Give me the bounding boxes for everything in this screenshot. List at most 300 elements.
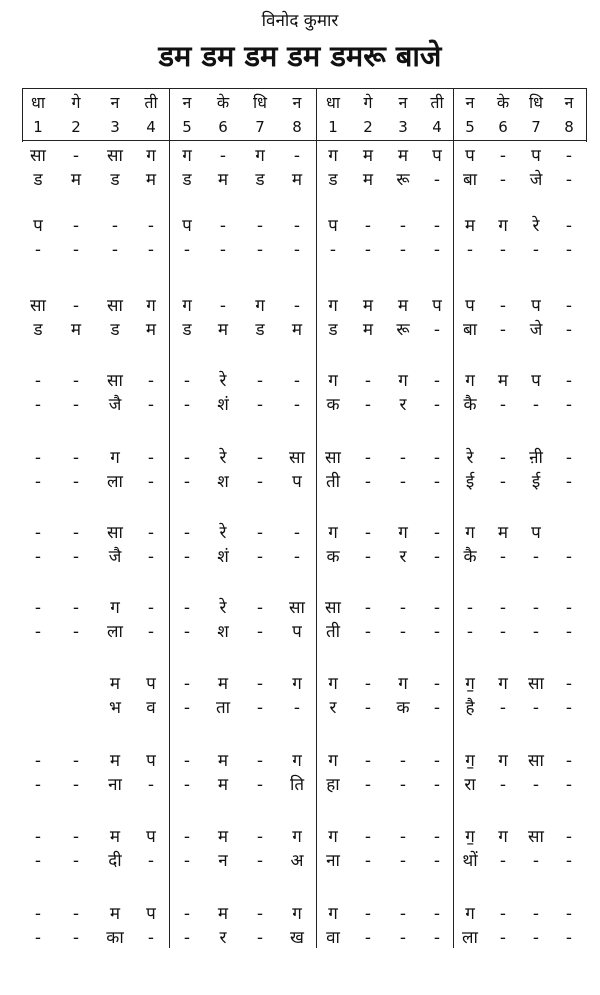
lyric-syllable: म (217, 775, 229, 795)
swar-note: सा (107, 371, 123, 391)
lyric-syllable: ड (33, 320, 43, 340)
lyric-syllable: - (565, 622, 573, 642)
lyric-syllable: ड (33, 170, 43, 190)
swar-note: प (146, 904, 156, 924)
lyric-syllable: ड (110, 320, 120, 340)
header-beat-number: 1 (328, 118, 338, 136)
header-bol: के (496, 93, 510, 112)
swar-note: - (183, 751, 191, 771)
lyric-syllable: म (362, 170, 374, 190)
header-bol: गे (363, 93, 373, 112)
lyric-syllable: ई (465, 472, 475, 492)
swar-note: म (464, 216, 476, 236)
lyric-syllable: - (293, 240, 301, 260)
swar-note: ग (328, 146, 338, 166)
lyric-syllable: - (532, 928, 540, 948)
lyric-syllable: - (433, 170, 441, 190)
swar-note: - (499, 448, 507, 468)
header-beat-number: 4 (146, 118, 156, 136)
swar-note: - (399, 216, 407, 236)
lyric-syllable: - (72, 240, 80, 260)
swar-note: - (499, 146, 507, 166)
swar-note: सा (107, 146, 123, 166)
swar-note: - (364, 598, 372, 618)
lyric-syllable: - (532, 547, 540, 567)
swar-note: ग (398, 371, 408, 391)
swar-note: - (499, 904, 507, 924)
lyric-syllable: - (293, 395, 301, 415)
swar-note: रे (219, 371, 227, 391)
lyric-syllable: ड (110, 170, 120, 190)
swar-note: - (256, 674, 264, 694)
swar-note: रे (532, 216, 540, 236)
swar-note: म (217, 827, 229, 847)
swar-note: - (532, 598, 540, 618)
lyric-syllable: - (256, 775, 264, 795)
swar-note: म (109, 751, 121, 771)
lyric-syllable: रू (396, 170, 410, 190)
header-bol: ती (430, 93, 444, 112)
header-bol: धा (31, 93, 45, 112)
lyric-syllable: जै (108, 395, 122, 415)
swar-note: प (531, 146, 541, 166)
lyric-syllable: - (111, 240, 119, 260)
swar-note: म (497, 523, 509, 543)
swar-note: - (293, 371, 301, 391)
swar-note: ग (328, 827, 338, 847)
lyric-syllable: बा (462, 170, 478, 190)
lyric-syllable: व (146, 698, 156, 718)
header-bol: न (564, 93, 574, 112)
swar-note: ग (110, 448, 120, 468)
lyric-syllable: म (291, 320, 303, 340)
lyric-syllable: - (256, 395, 264, 415)
swar-note: - (34, 751, 42, 771)
swar-note: - (399, 827, 407, 847)
lyric-syllable: - (433, 698, 441, 718)
lyric-syllable: - (499, 472, 507, 492)
swar-note: - (34, 904, 42, 924)
lyric-syllable: - (72, 547, 80, 567)
song-title: डम डम डम डम डमरू बाजे (158, 39, 442, 73)
lyric-syllable: - (364, 472, 372, 492)
header-beat-number: 2 (363, 118, 373, 136)
swar-note: - (256, 523, 264, 543)
header-beat-number: 5 (465, 118, 475, 136)
lyric-syllable: - (399, 622, 407, 642)
swar-note: - (183, 523, 191, 543)
lyric-syllable: - (147, 851, 155, 871)
swar-note: - (293, 296, 301, 316)
lyric-syllable: - (364, 928, 372, 948)
lyric-syllable: ड (255, 170, 265, 190)
header-beat-number: 6 (498, 118, 508, 136)
swar-note: सा (107, 296, 123, 316)
lyric-syllable: म (291, 170, 303, 190)
lyric-syllable: म (217, 170, 229, 190)
lyric-syllable: - (72, 775, 80, 795)
swar-note: - (364, 523, 372, 543)
lyric-syllable: - (72, 928, 80, 948)
lyric-syllable: श (217, 622, 229, 642)
lyric-syllable: - (433, 928, 441, 948)
swar-note: ग (182, 146, 192, 166)
swar-note: - (399, 904, 407, 924)
lyric-syllable: ड (328, 320, 338, 340)
header-beat-number: 3 (110, 118, 120, 136)
swar-note: - (499, 598, 507, 618)
swar-note: - (147, 216, 155, 236)
author-name: विनोद कुमार (261, 11, 339, 31)
swar-note: - (433, 827, 441, 847)
lyric-syllable: - (256, 240, 264, 260)
lyric-syllable: - (34, 395, 42, 415)
lyric-syllable: शं (217, 395, 229, 415)
swar-note: - (364, 371, 372, 391)
lyric-syllable: - (499, 775, 507, 795)
swar-note: - (565, 448, 573, 468)
lyric-syllable: - (433, 320, 441, 340)
lyric-syllable: - (532, 395, 540, 415)
swar-note: - (183, 827, 191, 847)
lyric-syllable: - (532, 698, 540, 718)
swar-note: सा (528, 674, 544, 694)
lyric-syllable: - (499, 928, 507, 948)
lyric-syllable: - (147, 547, 155, 567)
swar-note: ग (328, 904, 338, 924)
lyric-syllable: - (565, 775, 573, 795)
lyric-syllable: - (364, 547, 372, 567)
header-bol: न (465, 93, 475, 112)
swar-note: - (72, 371, 80, 391)
swar-note: प (146, 751, 156, 771)
header-bol: न (182, 93, 192, 112)
swar-note: - (532, 904, 540, 924)
lyric-syllable: - (565, 395, 573, 415)
swar-note: - (364, 216, 372, 236)
lyric-syllable: - (256, 851, 264, 871)
swar-note: - (293, 216, 301, 236)
swar-note: रे (466, 448, 474, 468)
lyric-syllable: कै (463, 547, 477, 567)
swar-note: ग (465, 523, 475, 543)
swar-note: प (146, 827, 156, 847)
lyric-syllable: - (329, 240, 337, 260)
lyric-syllable: म (217, 320, 229, 340)
swar-note: म (217, 751, 229, 771)
lyric-syllable: - (72, 395, 80, 415)
header-bol: न (292, 93, 302, 112)
lyric-syllable: - (433, 851, 441, 871)
swar-note: - (256, 216, 264, 236)
swar-note: - (219, 296, 227, 316)
lyric-syllable: - (72, 472, 80, 492)
lyric-syllable: रू (396, 320, 410, 340)
swar-note: सा (325, 448, 341, 468)
header-beat-number: 8 (292, 118, 302, 136)
lyric-syllable: ना (326, 851, 340, 871)
header-beat-number: 7 (255, 118, 265, 136)
swar-note: - (565, 751, 573, 771)
lyric-syllable: र (329, 698, 337, 718)
lyric-syllable: श (217, 472, 229, 492)
lyric-syllable: - (364, 240, 372, 260)
lyric-syllable: - (433, 240, 441, 260)
swar-note: - (183, 674, 191, 694)
swar-note: - (364, 674, 372, 694)
lyric-syllable: - (72, 851, 80, 871)
lyric-syllable: - (433, 775, 441, 795)
swar-note: सा (289, 598, 305, 618)
swar-note: - (72, 598, 80, 618)
swar-note: म (109, 674, 121, 694)
lyric-syllable: - (433, 472, 441, 492)
swar-note: - (72, 146, 80, 166)
swar-note: ग॒ (465, 751, 475, 771)
swar-note: ग (328, 371, 338, 391)
swar-note: - (433, 904, 441, 924)
lyric-syllable: - (565, 928, 573, 948)
lyric-syllable: - (499, 622, 507, 642)
lyric-syllable: - (499, 240, 507, 260)
lyric-syllable: - (34, 928, 42, 948)
swar-note: ग (328, 523, 338, 543)
header-bol: ती (144, 93, 158, 112)
header-beat-number: 1 (33, 118, 43, 136)
header-beat-number: 8 (564, 118, 574, 136)
swar-note: म (217, 904, 229, 924)
swar-note: सा (30, 296, 46, 316)
swar-note: ग (498, 674, 508, 694)
swar-note: म (217, 674, 229, 694)
swar-note: - (72, 523, 80, 543)
swar-note: ग (465, 371, 475, 391)
swar-note: सा (528, 751, 544, 771)
header-beat-number: 4 (432, 118, 442, 136)
swar-note: ग (146, 296, 156, 316)
swar-note: - (147, 371, 155, 391)
swar-note: ग (146, 146, 156, 166)
swar-note: - (34, 448, 42, 468)
lyric-syllable: - (565, 851, 573, 871)
swar-note: रे (219, 598, 227, 618)
header-bol: गे (71, 93, 81, 112)
swar-note: प (432, 296, 442, 316)
swar-note: म (397, 296, 409, 316)
header-bol: न (110, 93, 120, 112)
lyric-syllable: - (499, 851, 507, 871)
lyric-syllable: - (293, 698, 301, 718)
swar-note: - (256, 598, 264, 618)
lyric-syllable: ता (215, 698, 231, 718)
lyric-syllable: - (34, 472, 42, 492)
lyric-syllable: - (147, 240, 155, 260)
lyric-syllable: प (292, 622, 302, 642)
header-beat-number: 6 (218, 118, 228, 136)
lyric-syllable: - (364, 395, 372, 415)
lyric-syllable: - (399, 928, 407, 948)
header-bol: न (398, 93, 408, 112)
lyric-syllable: शं (217, 547, 229, 567)
lyric-syllable: - (433, 622, 441, 642)
swar-note: रे (219, 448, 227, 468)
lyric-syllable: - (466, 622, 474, 642)
swar-note: - (433, 216, 441, 236)
swar-note: म (497, 371, 509, 391)
lyric-syllable: - (147, 928, 155, 948)
lyric-syllable: कै (463, 395, 477, 415)
lyric-syllable: ई (531, 472, 541, 492)
swar-note: - (565, 371, 573, 391)
lyric-syllable: न (218, 851, 228, 871)
swar-note: - (293, 523, 301, 543)
lyric-syllable: वा (326, 928, 340, 948)
lyric-syllable: ड (182, 320, 192, 340)
swar-note: सा (107, 523, 123, 543)
lyric-syllable: - (565, 472, 573, 492)
lyric-syllable: क (326, 547, 340, 567)
lyric-syllable: - (147, 775, 155, 795)
header-bol: धि (529, 93, 543, 112)
swar-note: - (565, 146, 573, 166)
lyric-syllable: क (326, 395, 340, 415)
lyric-syllable: - (499, 698, 507, 718)
swar-note: ग॒ (465, 827, 475, 847)
swar-note: - (364, 827, 372, 847)
lyric-syllable: प (292, 472, 302, 492)
swar-note: प (33, 216, 43, 236)
lyric-syllable: - (399, 775, 407, 795)
swar-note: ग (498, 751, 508, 771)
lyric-syllable: ती (325, 622, 341, 642)
swar-note: ग (398, 523, 408, 543)
lyric-syllable: - (565, 698, 573, 718)
swar-note: - (433, 371, 441, 391)
swar-note: - (433, 751, 441, 771)
lyric-syllable: ड (255, 320, 265, 340)
lyric-syllable: अ (290, 851, 304, 871)
swar-note: - (183, 371, 191, 391)
swar-note: - (364, 751, 372, 771)
lyric-syllable: - (532, 851, 540, 871)
swar-note: प (465, 296, 475, 316)
lyric-syllable: दी (108, 851, 122, 871)
swar-note: - (565, 827, 573, 847)
swar-note: ग (328, 674, 338, 694)
swar-note: - (34, 523, 42, 543)
header-beat-number: 2 (71, 118, 81, 136)
lyric-syllable: - (256, 472, 264, 492)
lyric-syllable: का (106, 928, 124, 948)
swar-note: - (565, 296, 573, 316)
swar-note: प (146, 674, 156, 694)
swar-note: ग (292, 751, 302, 771)
lyric-syllable: जे (529, 320, 543, 340)
lyric-syllable: - (364, 622, 372, 642)
swar-note: सा (528, 827, 544, 847)
swar-note: सा (289, 448, 305, 468)
lyric-syllable: - (256, 547, 264, 567)
swar-note: - (256, 751, 264, 771)
lyric-syllable: जे (529, 170, 543, 190)
lyric-syllable: - (399, 240, 407, 260)
lyric-syllable: ती (325, 472, 341, 492)
swar-note: - (433, 598, 441, 618)
lyric-syllable: र (399, 547, 407, 567)
swar-note: - (256, 371, 264, 391)
lyric-syllable: - (147, 622, 155, 642)
lyric-syllable: - (183, 851, 191, 871)
lyric-syllable: - (183, 928, 191, 948)
swar-note: सा (30, 146, 46, 166)
lyric-syllable: र (219, 928, 227, 948)
lyric-syllable: रा (464, 775, 476, 795)
lyric-syllable: - (532, 622, 540, 642)
swar-note: प (182, 216, 192, 236)
lyric-syllable: क (396, 698, 410, 718)
lyric-syllable: हा (326, 775, 340, 795)
header-bol: के (216, 93, 230, 112)
swar-note: - (499, 296, 507, 316)
lyric-syllable: थों (462, 851, 478, 871)
lyric-syllable: - (34, 622, 42, 642)
swar-note: - (72, 296, 80, 316)
lyric-syllable: - (34, 851, 42, 871)
lyric-syllable: - (293, 547, 301, 567)
swar-note: प (531, 371, 541, 391)
swar-note: प (328, 216, 338, 236)
lyric-syllable: - (565, 170, 573, 190)
lyric-syllable: ला (107, 472, 123, 492)
lyric-syllable: - (565, 320, 573, 340)
swar-note: - (399, 598, 407, 618)
swar-note: - (183, 448, 191, 468)
swar-note: सा (325, 598, 341, 618)
lyric-syllable: - (183, 775, 191, 795)
lyric-syllable: - (499, 395, 507, 415)
swar-note: - (219, 146, 227, 166)
lyric-syllable: है (465, 698, 475, 718)
swar-note: - (34, 371, 42, 391)
lyric-syllable: - (183, 622, 191, 642)
lyric-syllable: - (183, 698, 191, 718)
swar-note: ग॒ (465, 674, 475, 694)
swar-note: - (433, 448, 441, 468)
lyric-syllable: - (183, 240, 191, 260)
swar-note: - (293, 146, 301, 166)
header-bol: धि (253, 93, 267, 112)
swar-note: - (399, 751, 407, 771)
swar-note: - (183, 904, 191, 924)
swar-note: - (111, 216, 119, 236)
swar-note: म (109, 904, 121, 924)
swar-note: म (397, 146, 409, 166)
swar-note: म (362, 146, 374, 166)
swar-note: म (362, 296, 374, 316)
lyric-syllable: भ (109, 698, 121, 718)
lyric-syllable: - (532, 240, 540, 260)
lyric-syllable: - (499, 170, 507, 190)
lyric-syllable: म (145, 170, 157, 190)
lyric-syllable: ड (328, 170, 338, 190)
lyric-syllable: - (565, 240, 573, 260)
swar-note: - (364, 904, 372, 924)
lyric-syllable: - (219, 240, 227, 260)
header-beat-number: 7 (531, 118, 541, 136)
lyric-syllable: जै (108, 547, 122, 567)
swar-note: - (183, 598, 191, 618)
lyric-syllable: म (362, 320, 374, 340)
